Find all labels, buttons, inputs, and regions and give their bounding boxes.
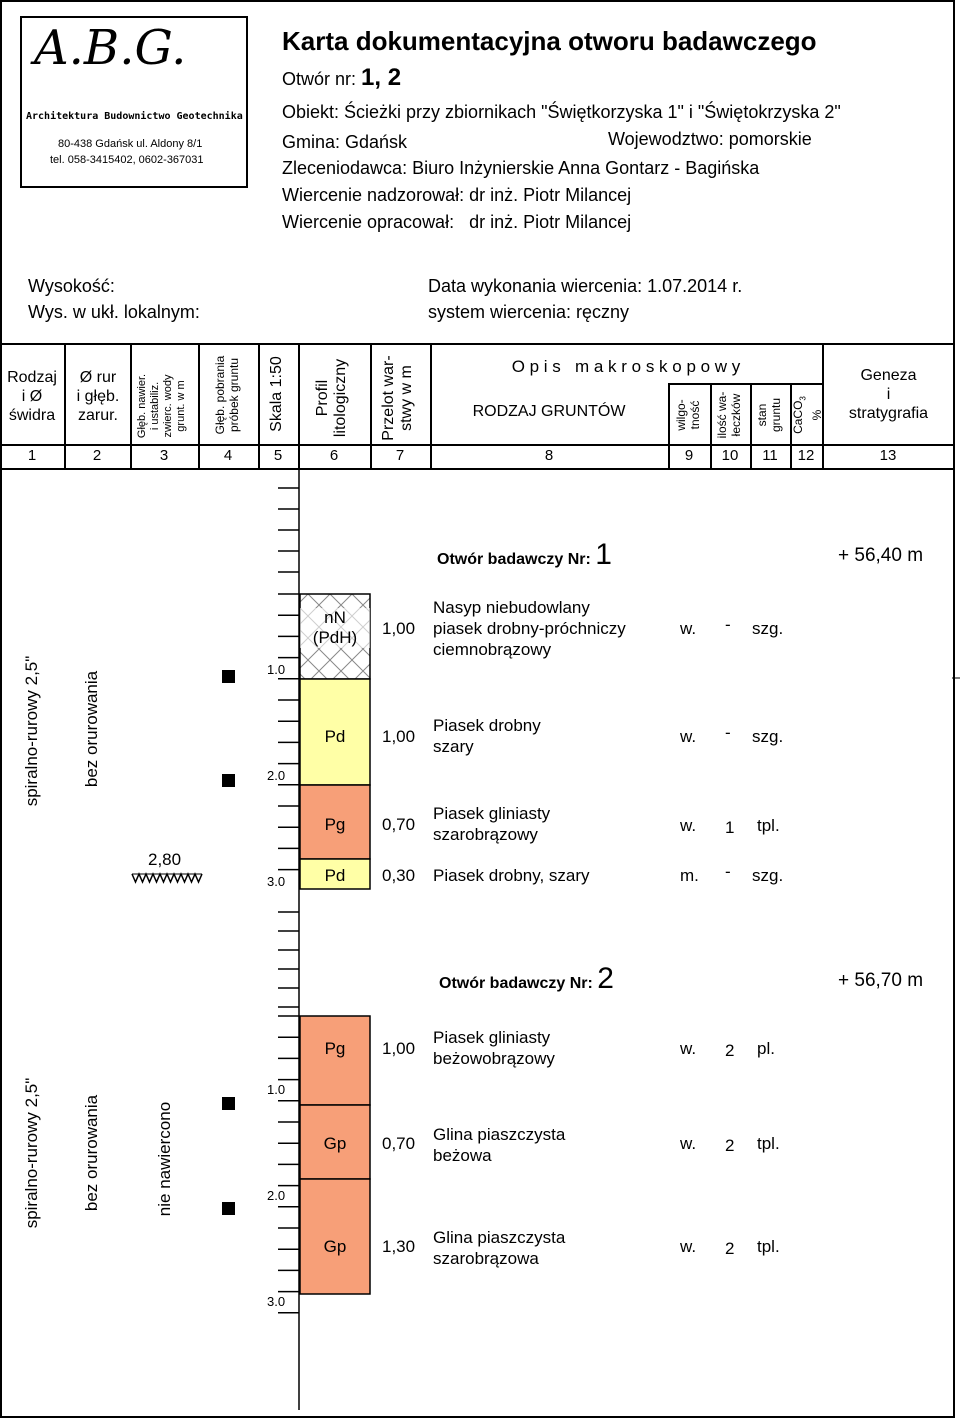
hole1-layer3-count: 1 [725, 818, 735, 837]
hole2-layer3-symbol: Gp [323, 1237, 347, 1256]
hole2-layer2-state: tpl. [757, 1134, 780, 1153]
hole2-layer1-moist: w. [680, 1039, 697, 1058]
hole2-depth-3: 3.0 [267, 1294, 286, 1309]
wys-lokalny: Wys. w ukł. lokalnym: [28, 302, 200, 322]
col3-header: Głęb. nawier. i ustabiliz. zwierc. wody grunt. w m [136, 373, 187, 439]
hole2-sample-marker [222, 1097, 235, 1110]
hole2-layer2-moist: w. [680, 1134, 697, 1153]
hole1-layer2-moist: w. [680, 727, 697, 746]
obiekt: Obiekt: Ścieżki przy zbiornikach "Świętkorzyska 1" i "Świętokrzyska 2" [282, 102, 841, 122]
hole2-layer3-desc: Glina piaszczysta szarobrązowa [433, 1228, 566, 1268]
company-address: 80-438 Gdańsk ul. Aldony 8/1 [58, 138, 203, 150]
otwor-label-text: Otwór nr: [282, 69, 357, 89]
hole2-layer3-thickness: 1,30 [382, 1237, 416, 1256]
hole1-layer1-symbol: nN (PdH) [300, 608, 370, 648]
opis-header: O p i s m a k r o s k o p o w y [511, 357, 741, 376]
col2-header: Ø rur i głęb. zarur. [76, 369, 120, 424]
hole1-number: 1 [595, 538, 612, 571]
hole2-layer3-count: 2 [725, 1239, 735, 1258]
hole2-layer2-count: 2 [725, 1136, 735, 1155]
col9-header: wilgo- tność [674, 399, 702, 431]
hole1-elevation: + 56,40 m [838, 545, 924, 566]
hole1-depth-1: 1.0 [267, 662, 286, 677]
col1-header: Rodzaj i Ø świdra [7, 369, 57, 424]
hole2-sample-marker [222, 1202, 235, 1215]
hole1-layer4-thickness: 0,30 [382, 866, 416, 885]
hole1-layer2-desc: Piasek drobny szary [433, 716, 541, 756]
hole2-number: 2 [597, 962, 614, 995]
data-wykonania: Data wykonania wiercenia: 1.07.2014 r. [428, 276, 743, 296]
column-number: 5 [273, 447, 283, 464]
hole1-sample-marker [222, 774, 235, 787]
rodzaj-header: RODZAJ GRUNTÓW [472, 403, 626, 420]
hole1-depth-3: 3.0 [267, 874, 286, 889]
hole1-layer1-desc: Nasyp niebudowlany piasek drobny-próchniczy ciemnobrązowy [433, 598, 626, 659]
hole1-layer1-thickness: 1,00 [382, 619, 416, 638]
hole2-depth-1: 1.0 [267, 1082, 286, 1097]
company-name: Architektura Budownictwo Geotechnika [26, 111, 243, 122]
hole2-layer2-thickness: 0,70 [382, 1134, 416, 1153]
column-number: 2 [92, 447, 102, 464]
wiercenie-opracowal: Wiercenie opracował: dr inż. Piotr Milancej [282, 212, 632, 232]
hole1-layer3-thickness: 0,70 [382, 815, 416, 834]
hole1-drill-type: spiralno-rurowy 2,5" [22, 655, 41, 807]
hole2-layer1-thickness: 1,00 [382, 1039, 416, 1058]
hole2-water-text: nie nawiercono [155, 1101, 174, 1217]
hole1-water-depth: 2,80 [148, 850, 182, 869]
hole1-layer4-count: - [725, 862, 731, 881]
hole2-layer2-symbol: Gp [323, 1134, 347, 1153]
col7-header: Przelot war- stwy w m [380, 355, 415, 441]
hole1-layer2-state: szg. [752, 727, 784, 746]
column-number: 10 [721, 447, 739, 464]
column-number: 3 [159, 447, 169, 464]
caco-label: CaCO [791, 400, 805, 434]
hole1-layer3-moist: w. [680, 816, 697, 835]
col11-header: stan gruntu [755, 397, 783, 433]
column-number: 11 [762, 447, 778, 464]
hole1-layer3-symbol: Pg [324, 815, 346, 834]
hole1-label: Otwór badawczy Nr: 1 [437, 538, 612, 571]
hole2-layer1-symbol: Pg [324, 1039, 346, 1058]
company-phone: tel. 058-3415402, 0602-367031 [50, 154, 204, 166]
col4-header: Głęb. pobrania próbek gruntu [213, 355, 241, 435]
hole1-layer2-symbol: Pd [324, 727, 346, 746]
col5-header: Skala 1:50 [268, 356, 285, 432]
hole2-depth-2: 2.0 [267, 1188, 286, 1203]
wysokosc: Wysokość: [28, 276, 115, 296]
col13-header: Geneza i stratygrafia [848, 367, 929, 422]
gmina: Gmina: Gdańsk [282, 132, 408, 152]
hole1-layer3-state: tpl. [757, 816, 780, 835]
otwor-value: 1, 2 [361, 64, 402, 91]
hole2-drill-type: spiralno-rurowy 2,5" [22, 1077, 41, 1229]
hole2-casing: bez orurowania [82, 1094, 101, 1212]
hole1-layer4-moist: m. [680, 866, 699, 885]
hole1-layer1-moist: w. [680, 619, 697, 638]
hole1-depth-2: 2.0 [267, 768, 286, 783]
zleceniodawca: Zleceniodawca: Biuro Inżynierskie Anna Gontarz - Bagińska [282, 158, 760, 178]
hole2-layer1-count: 2 [725, 1041, 735, 1060]
column-number: 6 [329, 447, 339, 464]
column-number: 12 [797, 447, 815, 464]
column-number: 7 [395, 447, 405, 464]
column-number: 13 [879, 447, 897, 464]
hole2-label: Otwór badawczy Nr: 2 [439, 962, 614, 995]
hole1-layer4-desc: Piasek drobny, szary [433, 866, 590, 885]
col6-header: Profil litologiczny [314, 358, 349, 438]
hole1-water-table [132, 874, 202, 882]
col10-header: ilość wa- łeczków [715, 391, 743, 439]
caco-sub: 3 [798, 396, 808, 401]
hole1-layer2-thickness: 1,00 [382, 727, 416, 746]
hole1-layer4-state: szg. [752, 866, 784, 885]
column-number: 4 [223, 447, 233, 464]
company-logo: A.B.G. [34, 20, 187, 76]
hole1-layer2-count: - [725, 723, 731, 742]
column-number: 8 [544, 447, 554, 464]
column-number: 1 [27, 447, 37, 464]
column-number: 9 [684, 447, 694, 464]
hole1-casing: bez orurowania [82, 670, 101, 788]
wojewodztwo: Wojewodztwo: pomorskie [608, 129, 812, 149]
hole1-layer1-count: - [725, 615, 731, 634]
hole1-sample-marker [222, 670, 235, 683]
hole2-elevation: + 56,70 m [838, 970, 924, 991]
hole2-layer1-fill [300, 1016, 370, 1105]
hole1-layer4-symbol: Pd [324, 866, 346, 885]
hole1-layer3-desc: Piasek gliniasty szarobrązowy [433, 804, 551, 844]
hole2-layer3-state: tpl. [757, 1237, 780, 1256]
wiercenie-nadzorowal: Wiercenie nadzorował: dr inż. Piotr Milancej [282, 185, 632, 205]
page-title: Karta dokumentacyjna otworu badawczego [282, 26, 817, 56]
col12-header: CaCO$_3$ % [791, 396, 825, 434]
hole2-layer1-desc: Piasek gliniasty beżowobrązowy [433, 1028, 555, 1068]
hole2-layer1-state: pl. [757, 1039, 775, 1058]
system-wiercenia: system wiercenia: ręczny [428, 302, 630, 322]
hole2-layer2-desc: Glina piaszczysta beżowa [433, 1125, 566, 1165]
hole1-layer1-state: szg. [752, 619, 784, 638]
hole2-layer3-moist: w. [680, 1237, 697, 1256]
